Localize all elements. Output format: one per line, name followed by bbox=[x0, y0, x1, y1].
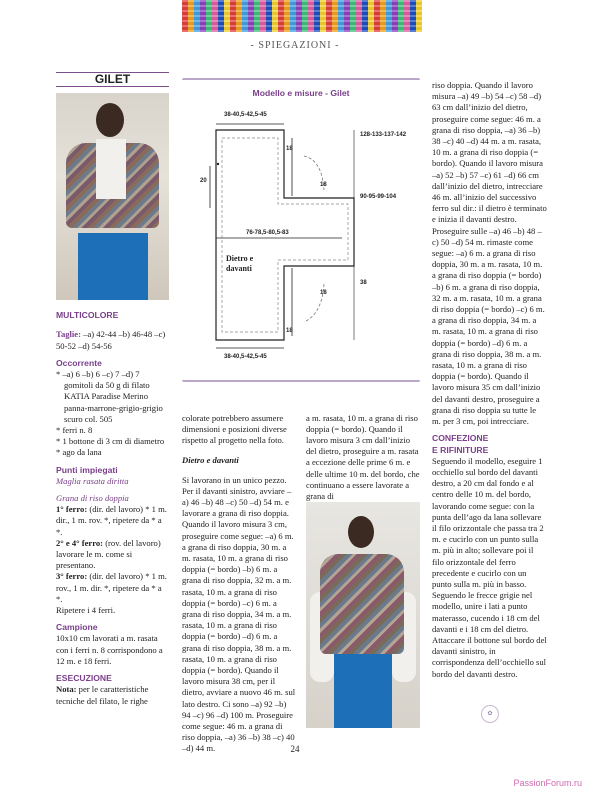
section-title-back-front: Dietro e davanti bbox=[182, 454, 239, 465]
material-item: * –a) 6 –b) 6 –c) 7 –d) 7 gomitoli da 50 g di filato KATIA Paradise Merino panna-marrone-grigio-grigio scuro col. 505 bbox=[56, 369, 163, 424]
material-item: * 1 bottone di 3 cm di diametro bbox=[56, 436, 165, 447]
model-photo-1 bbox=[56, 93, 169, 300]
material-item: * ago da lana bbox=[56, 447, 102, 458]
column-right bbox=[432, 80, 547, 680]
pattern-diagram bbox=[182, 78, 420, 378]
dim-38: 38 bbox=[360, 280, 367, 286]
diagram-title: Modello e misure - Gilet bbox=[252, 88, 350, 98]
section-header: - SPIEGAZIONI - bbox=[250, 40, 340, 51]
dim-mid: 90-95-99-104 bbox=[360, 194, 397, 200]
sizes-label: Taglie: bbox=[56, 329, 81, 340]
dim-18-right-bottom: 18 bbox=[320, 290, 327, 296]
photo2-pants bbox=[334, 654, 392, 728]
intro-text: colorate potrebbero assumere dimensioni e posizioni diverse rispetto al progetto nella foto. bbox=[182, 412, 287, 445]
material-item: * ferri n. 8 bbox=[56, 425, 93, 436]
model-photo-2 bbox=[306, 502, 420, 728]
row-1-label: 1° ferro: bbox=[56, 504, 88, 515]
sizes-value: –a) 42-44 –b) 46-48 –c) 50-52 –d) 54-56 bbox=[56, 329, 166, 351]
photo-pants bbox=[78, 233, 148, 300]
row-3 bbox=[56, 571, 169, 605]
dim-20: 20 bbox=[200, 178, 207, 184]
back-front-text: Si lavorano in un unico pezzo. Per il davanti sinistro, avviare –a) 46 –b) 48 –c) 50 –d) 54 m. e lavorare a grana di riso doppia. Quando il lavoro misura 3 cm, proseguire come segue: –a) 6 m. a grana di riso doppia, 30 m. a m. rasata, 10 m. a grana di riso doppia (= bordo) –b) 6 m. a grana di riso doppia, 32 m. a m. rasata, 10 m. a grana di riso doppia (= bordo) –c) 6 m. a grana di riso doppia, 34 m. a m. rasata, 10 m. a grana di riso doppia (= bordo) –d) 6 m. a grana di riso doppia, 38 m. a m. rasata, 10 m. a grana di riso doppia (= bordo). Quando il lavoro misura 38 cm, per il dietro, avviare a nuovo 46 m. sul lato destro. Ci sono –a) 92 –b) 94 –c) 96 –d) 100 m. Proseguire come segue: 46 m. a grana di riso doppia, –a) 36 –b) 38 –c) 40 –d) 44 m. bbox=[182, 474, 296, 754]
column-left bbox=[56, 72, 169, 707]
knit-banner bbox=[182, 0, 422, 32]
dim-right-height: 128-133-137-142 bbox=[360, 132, 407, 138]
sample-title: Campione bbox=[56, 622, 98, 633]
right-text: riso doppia. Quando il lavoro misura –a) 49 –b) 54 –c) 58 –d) 63 cm dall’inizio del dietro, proseguire come segue: 46 m. a grana di riso doppia, –a) 36 –b) 38 –c) 40 –d) 44 m. a m. rasata, 10 m. a grana di riso doppia (= bordo). Quando il lavoro misura –a) 52 –b) 57 –c) 61 –d) 66 cm dall’inizio del dietro, intrecciare 46 m. all’inizio del successivo ferro sul dir.: il dietro è terminato e inizia il davanti destro. Proseguire sulle –a) 46 –b) 48 –c) 50 –d) 54 m. rimaste come segue: –a) 6 m. a grana di riso doppia, 30 m. a m. rasata, 10 m. a grana di riso doppia (= bordo) –b) 6 m. a grana di riso doppia, 32 m. a m. rasata, 10 m. a grana di riso doppia (= bordo) –c) 6 m. a grana di riso doppia, 34 m. a m. rasata, 10 m. a grana di riso doppia (= bordo) –d) 6 m. a grana di riso doppia, 38 m. a m. rasata, 10 m. a grana di riso doppia (= bordo). Quando il lavoro misura 35 cm dall’inizio del davanti destro, proseguire a grana di riso doppia su tutte le m. per 3 cm, poi intrecciare. bbox=[432, 80, 547, 427]
stitches-title: Punti impiegati bbox=[56, 464, 118, 475]
finishing-title-1: CONFEZIONE bbox=[432, 433, 489, 444]
row-2 bbox=[56, 538, 169, 572]
row-1 bbox=[56, 504, 169, 538]
finishing-text: Seguendo il modello, eseguire 1 occhiello sul bordo del davanti destro, a 20 cm dal fondo e al centro delle 10 m. del bordo, lavorando come segue: con la punta dell’ago da lana sollevare il filo orizzontale che passa tra 2 m. e cucirlo con un punto sulla m. più in alto; sollevare poi il filo orizzontale del ferro precedente e cucirlo con un punto sulla m. più in basso. Seguendo le frecce grigie nel modello, unire i lati a punto materasso, cucendo i 18 cm del davanti e i 18 cm del dietro. Attaccare il bottone sul bordo del davanti sinistro, in corrispondenza dell’occhiello sul bordo del davanti destro. bbox=[432, 455, 547, 679]
dim-width: 76-78,5-80,5-83 bbox=[246, 230, 289, 236]
stitch-stockinette: Maglia rasata diritta bbox=[56, 475, 129, 486]
row-3-label: 3° ferro: bbox=[56, 571, 88, 582]
watermark: PassionForum.ru bbox=[513, 778, 582, 788]
pattern-title: GILET bbox=[56, 72, 169, 87]
dim-bottom-width: 38-40,5-42,5-45 bbox=[224, 354, 267, 360]
row-2-label: 2° e 4° ferro: bbox=[56, 537, 104, 548]
row-2-text: (rov. del lavoro) lavorare le m. come si presentano. bbox=[56, 537, 161, 571]
diagram-schematic bbox=[182, 78, 420, 378]
dim-18-top: 18 bbox=[286, 146, 293, 152]
note-label: Nota: bbox=[56, 684, 77, 695]
photo2-head bbox=[348, 516, 374, 548]
sample-text: 10x10 cm lavorati a m. rasata con i ferri n. 8 corrispondono a 12 m. e 18 ferri. bbox=[56, 633, 163, 666]
dim-18-right-top: 18 bbox=[320, 182, 327, 188]
finishing-title-2: E RIFINITURE bbox=[432, 444, 489, 455]
note bbox=[56, 684, 169, 706]
note-text: per le caratteristiche tecniche del filato, le righe bbox=[56, 684, 149, 706]
photo-head bbox=[96, 103, 124, 137]
column-mid-left bbox=[182, 404, 297, 763]
repeat-note: Ripetere i 4 ferri. bbox=[56, 605, 116, 616]
materials-title: Occorrente bbox=[56, 357, 102, 368]
execution-title: ESECUZIONE bbox=[56, 673, 112, 684]
color-label: MULTICOLORE bbox=[56, 310, 119, 321]
page-number: 24 bbox=[290, 744, 300, 754]
diagram-label: Dietro e davanti bbox=[226, 254, 254, 273]
buttonhole-dot bbox=[217, 163, 219, 165]
photo2-vest bbox=[320, 554, 404, 654]
sizes bbox=[56, 329, 169, 351]
photo-shirt bbox=[96, 139, 126, 199]
mid-right-text: a m. rasata, 10 m. a grana di riso doppia (= bordo). Quando il lavoro misura 3 cm dall’inizio del dietro, proseguire a m. rasata a eccezione delle prime 6 m. e delle ultime 10 m. del bordo, che continuano a essere lavorate a grana di bbox=[306, 412, 420, 502]
row-3-text: (dir. del lavoro) * 1 m. rov., 1 m. dir. *, ripetere da * a *. bbox=[56, 571, 167, 604]
stitch-double-moss: Grana di riso doppia bbox=[56, 493, 129, 504]
column-mid-right bbox=[306, 404, 420, 511]
dim-top-width: 38-40,5-42,5-45 bbox=[224, 112, 267, 118]
dim-18-bottom: 18 bbox=[286, 328, 293, 334]
brand-logo-icon: ✿ bbox=[481, 705, 499, 723]
row-1-text: (dir. del lavoro) * 1 m. dir., 1 m. rov. *, ripetere da * a *. bbox=[56, 504, 167, 537]
